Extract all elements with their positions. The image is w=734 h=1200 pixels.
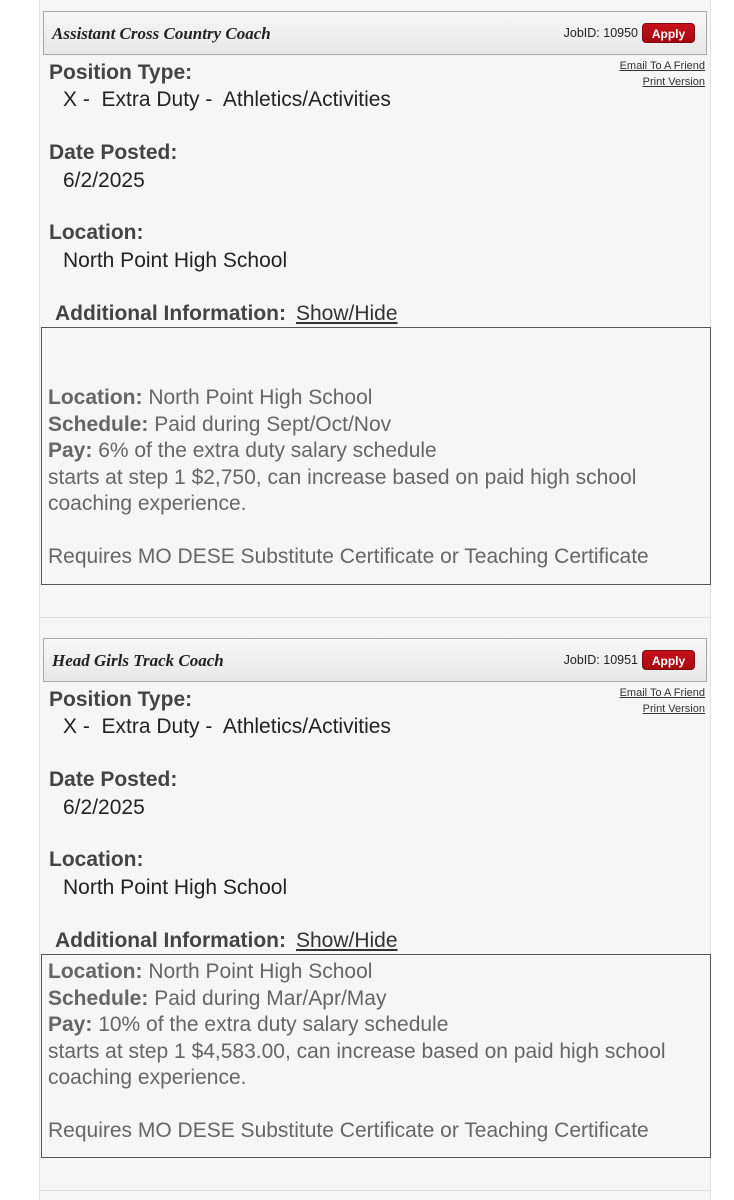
details-schedule: Schedule: Paid during Mar/Apr/May [48,986,387,1010]
date-posted-label: Date Posted: [49,768,178,791]
job-listings-column [39,0,711,1200]
show-hide-link[interactable]: Show/Hide [295,302,398,325]
location-label: Location: [49,221,144,244]
location-value: North Point High School [63,249,288,272]
posting-actions [620,58,705,90]
location-value: North Point High School [63,876,288,899]
details-requirement: Requires MO DESE Substitute Certificate or Teaching Certificate [48,544,649,568]
details-schedule: Schedule: Paid during Sept/Oct/Nov [48,412,392,436]
apply-button[interactable]: Apply [642,650,695,670]
email-to-friend-link[interactable]: Email To A Friend [619,687,705,699]
date-posted-value: 6/2/2025 [63,796,145,819]
job-posting-header [43,638,707,682]
apply-button[interactable]: Apply [642,23,695,43]
print-version-link[interactable]: Print Version [642,703,705,715]
details-location: Location: North Point High School [48,386,373,409]
job-posting-header [43,11,707,55]
job-title: Assistant Cross Country Coach [52,24,271,43]
additional-information-box [41,327,711,585]
additional-information [55,302,398,326]
details-pay-note: starts at step 1 $4,583.00, can increase based on paid high school coaching experience. [48,1039,666,1089]
date-posted-label: Date Posted: [49,141,178,164]
position-type-value: X - Extra Duty - Athletics/Activities [63,88,391,111]
job-id: JobID: 10950 [563,26,638,40]
details-pay: Pay: 10% of the extra duty salary schedule [48,1013,449,1036]
additional-information-label: Additional Information: [55,302,286,325]
details-location: Location: North Point High School [48,960,373,983]
print-version-link[interactable]: Print Version [642,76,705,88]
job-id: JobID: 10951 [563,653,638,667]
position-type-label: Position Type: [49,61,193,84]
details-pay-note: starts at step 1 $2,750, can increase based on paid high school coaching experience. [48,465,637,515]
location-label: Location: [49,848,144,871]
additional-information [55,929,398,953]
divider [40,1190,710,1191]
position-type-value: X - Extra Duty - Athletics/Activities [63,715,391,738]
show-hide-link[interactable]: Show/Hide [295,929,398,952]
position-type-label: Position Type: [49,688,193,711]
date-posted-value: 6/2/2025 [63,169,145,192]
job-title: Head Girls Track Coach [52,651,224,670]
posting-actions [620,685,705,717]
divider [40,617,710,618]
additional-information-label: Additional Information: [55,929,286,952]
details-requirement: Requires MO DESE Substitute Certificate or Teaching Certificate [48,1118,649,1142]
additional-information-box [41,954,711,1158]
details-pay: Pay: 6% of the extra duty salary schedule [48,439,437,462]
email-to-friend-link[interactable]: Email To A Friend [619,60,705,72]
